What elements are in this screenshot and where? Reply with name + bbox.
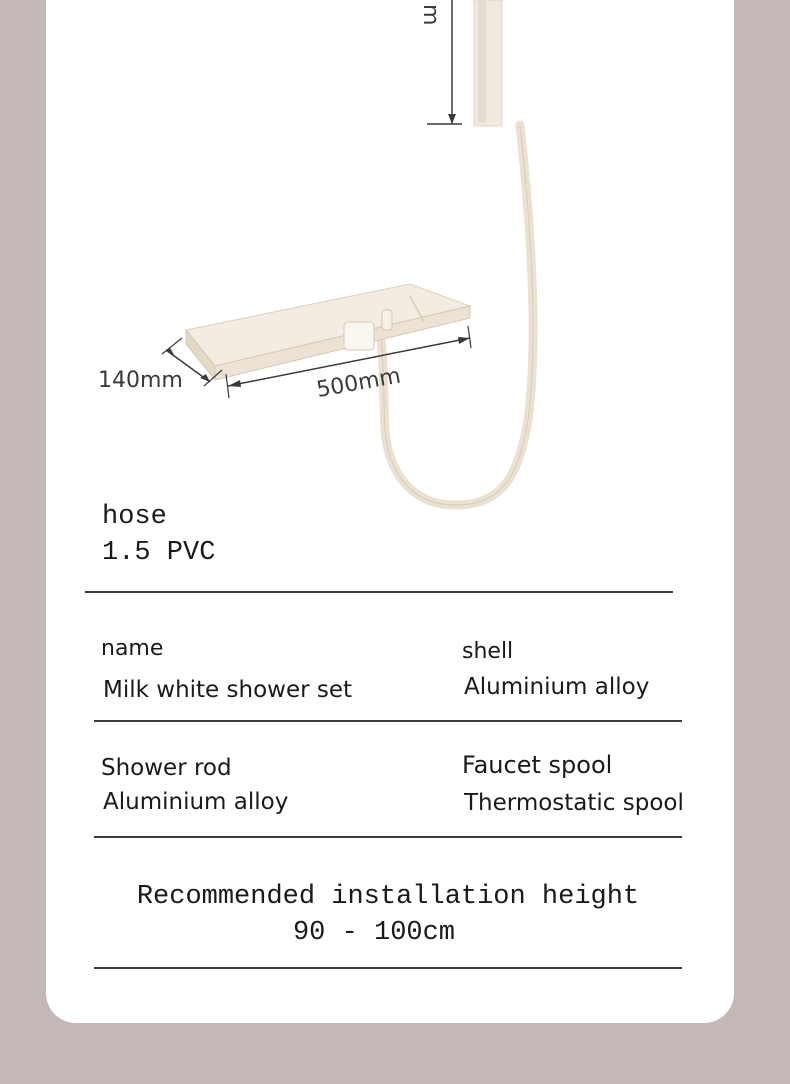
spec-spool-label: Faucet spool (462, 751, 613, 779)
spec-shell-value: Aluminium alloy (464, 674, 650, 700)
rod-dimension-label: m (418, 4, 443, 26)
spec-spool-value: Thermostatic spool (464, 790, 684, 816)
installation-label: Recommended installation height (136, 882, 640, 912)
divider (94, 720, 682, 722)
hose-label: hose (102, 502, 167, 532)
shower-rod (474, 0, 502, 126)
depth-dimension-label: 140mm (98, 368, 183, 393)
length-dimension-label: 500mm (314, 363, 403, 403)
spec-rod-label: Shower rod (101, 755, 232, 781)
spec-name-value: Milk white shower set (103, 677, 353, 703)
divider (94, 836, 682, 838)
rod-dimension (418, 0, 462, 124)
divider (94, 967, 682, 969)
divider (85, 591, 673, 593)
hose-value: 1.5 PVC (102, 538, 216, 568)
spec-name-label: name (101, 636, 164, 661)
installation-value: 90 - 100cm (292, 918, 456, 948)
spec-rod-value: Aluminium alloy (103, 789, 289, 815)
spec-shell-label: shell (462, 639, 514, 664)
product-illustration (0, 0, 790, 520)
